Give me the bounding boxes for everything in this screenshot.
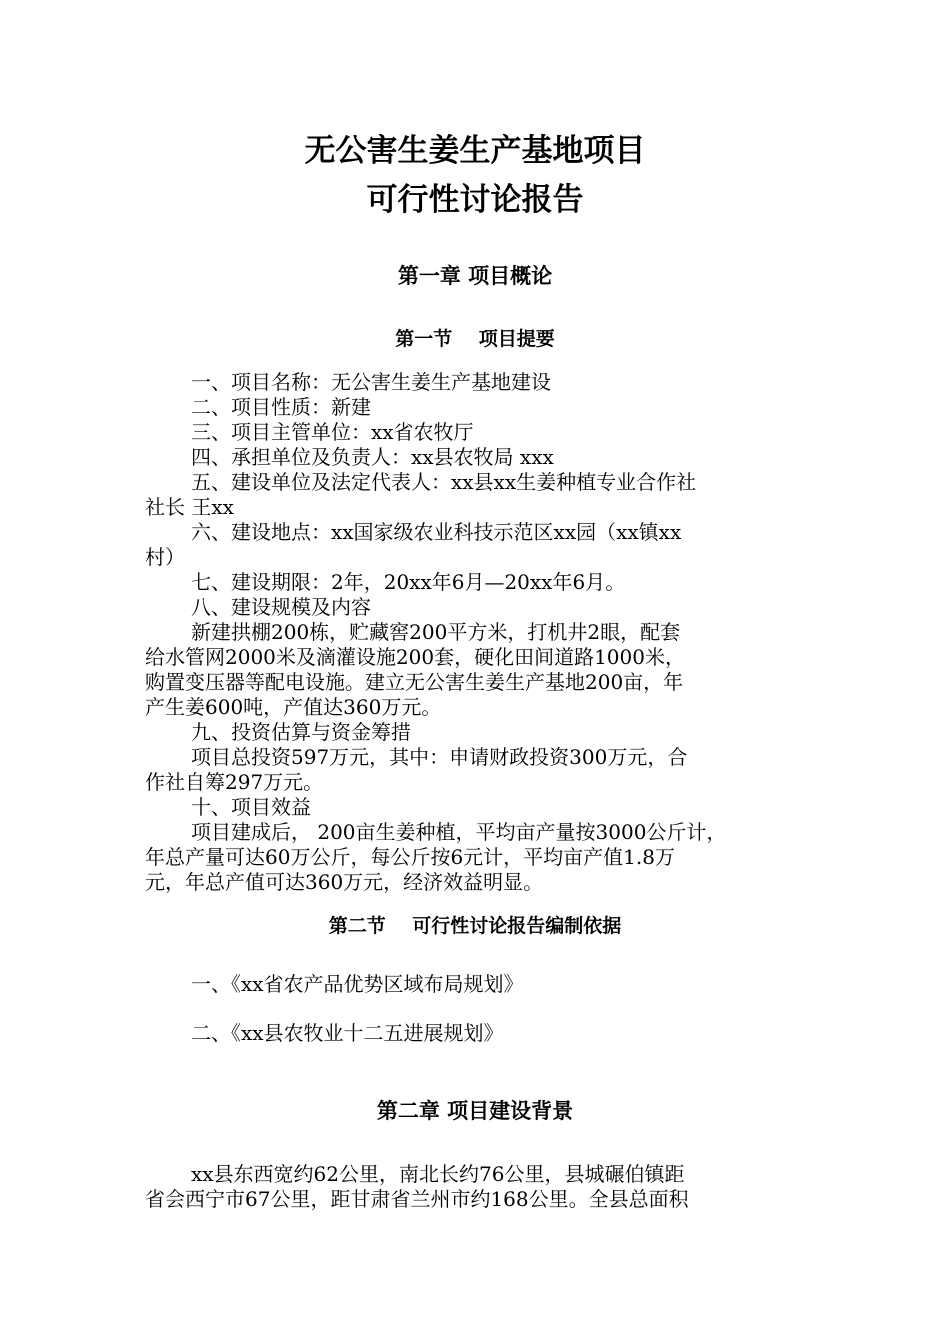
scale-paragraph-line: 产生姜600吨，产值达360万元。 <box>145 695 442 719</box>
benefit-paragraph-line: 元，年总产值可达360万元，经济效益明显。 <box>145 870 544 894</box>
construction-period-line: 七、建设期限：2年，20xx年6月—20xx年6月。 <box>191 570 626 594</box>
investment-paragraph-line: 作社自筹297万元。 <box>145 770 324 794</box>
scale-paragraph-line: 购置变压器等配电设施。建立无公害生姜生产基地200亩，年 <box>145 670 684 694</box>
investment-heading-line: 九、投资估算与资金筹措 <box>191 720 411 744</box>
basis-item-2-text: 二、《xx县农牧业十二五进展规划》 <box>191 1021 504 1045</box>
benefit-paragraph-line: 年总产量可达60万公斤，每公斤按6元计，平均亩产值1.8万 <box>145 845 675 869</box>
chapter2-paragraph-line: 省会西宁市67公里，距甘肃省兰州市约168公里。全县总面积 <box>145 1187 689 1211</box>
chapter1-heading: 第一章 项目概论 <box>397 264 553 288</box>
project-nature-line: 二、项目性质：新建 <box>191 395 371 419</box>
construction-site-line: 六、建设地点：xx国家级农业科技示范区xx园（xx镇xx <box>191 520 682 544</box>
document-title-line1: 无公害生姜生产基地项目 <box>304 133 646 169</box>
construction-site-line-cont: 村） <box>145 545 185 569</box>
construction-unit-line-cont: 社长 王xx <box>145 495 234 519</box>
project-name-line: 一、项目名称：无公害生姜生产基地建设 <box>191 370 551 394</box>
basis-item-2 <box>145 1021 815 1046</box>
benefit-heading-line: 十、项目效益 <box>191 795 311 819</box>
basis-item-1-text: 一、《xx省农产品优势区域布局规划》 <box>191 972 524 996</box>
undertaking-unit-line: 四、承担单位及负责人：xx县农牧局 xxx <box>191 445 554 469</box>
document-title-line2: 可行性讨论报告 <box>366 182 584 218</box>
chapter1-section1-heading: 第一节 项目提要 <box>395 328 555 350</box>
scale-paragraph-line: 新建拱棚200栋，贮藏窖200平方米，打机井2眼，配套 <box>191 620 681 644</box>
chapter2-paragraph-line: xx县东西宽约62公里，南北长约76公里，县城碾伯镇距 <box>191 1162 685 1186</box>
construction-unit-line: 五、建设单位及法定代表人：xx县xx生姜种植专业合作社 <box>191 470 697 494</box>
chapter2-body <box>145 1162 815 1212</box>
basis-item-1 <box>145 972 815 997</box>
chapter1-section2-heading: 第二节 可行性讨论报告编制依据 <box>328 915 622 937</box>
investment-paragraph-line: 项目总投资597万元，其中：申请财政投资300万元，合 <box>191 745 688 769</box>
benefit-paragraph-line: 项目建成后， 200亩生姜种植，平均亩产量按3000公斤计， <box>191 820 727 844</box>
supervising-unit-line: 三、项目主管单位：xx省农牧厅 <box>191 420 474 444</box>
scale-paragraph-line: 给水管网2000米及滴灌设施200套，硬化田间道路1000米， <box>145 645 685 669</box>
scale-heading-line: 八、建设规模及内容 <box>191 595 371 619</box>
section1-body <box>145 370 815 895</box>
chapter2-heading: 第二章 项目建设背景 <box>376 1099 574 1123</box>
